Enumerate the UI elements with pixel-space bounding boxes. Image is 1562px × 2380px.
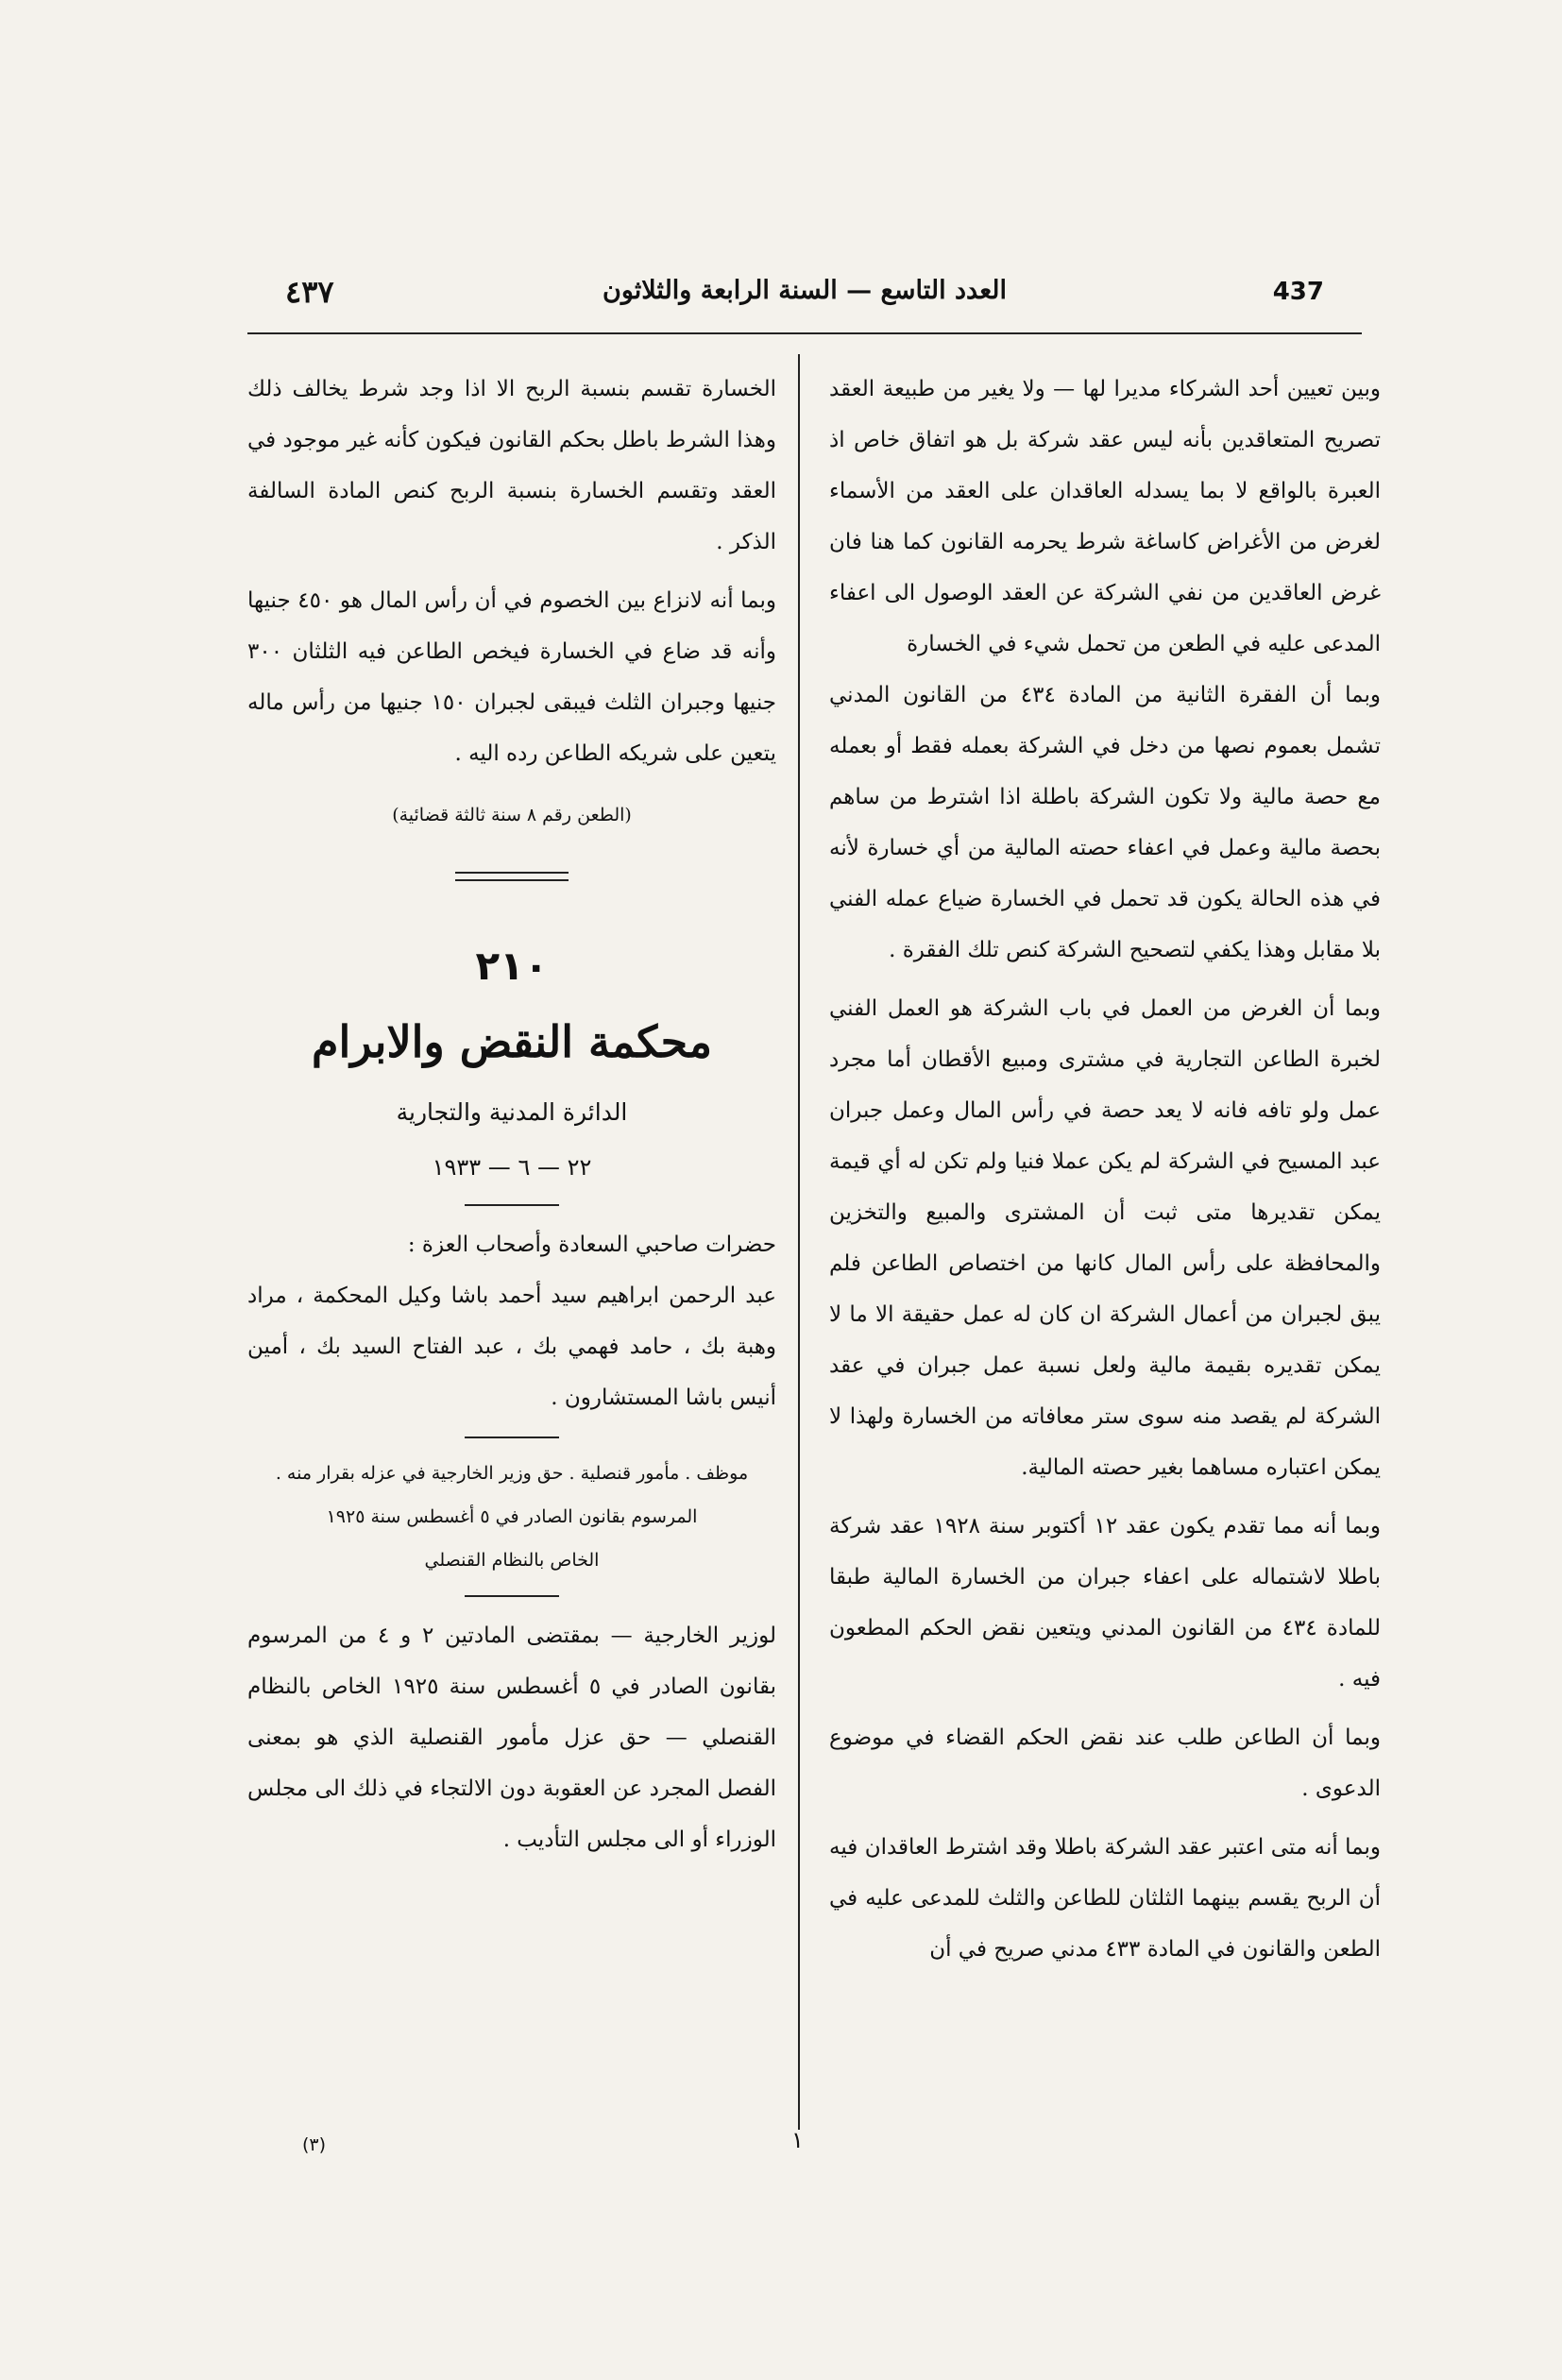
divider [465, 1595, 559, 1597]
signature-number: (٣) [302, 2134, 327, 2155]
section-separator [455, 872, 569, 881]
summary-paragraph: لوزير الخارجية — بمقتضى المادتين ٢ و ٤ من المرسوم بقانون الصادر في ٥ أغسطس سنة ١٩٢٥ الخاص بالنظام القنصلي — حق عزل مأمور القنصلية الذي هو بمعنى الفصل المجرد عن العقوبة دون الالتجاء في ذلك الى مجلس الوزراء أو الى مجلس التأديب . [247, 1624, 777, 1852]
page-header [247, 274, 1362, 317]
divider [465, 1436, 559, 1438]
court-name: محكمة النقض والابرام [312, 1016, 712, 1067]
header-divider [247, 332, 1362, 334]
page-number-latin: 437 [1272, 278, 1324, 306]
paragraph: وبما أن الفقرة الثانية من المادة ٤٣٤ من القانون المدني تشمل بعموم نصها من دخل في الشركة بعمله فقط أو بعمله مع حصة مالية ولا تكون الشركة باطلة اذا اشترط من ساهم بحصة مالية وعمل في اعفاء حصته المالية من أي خسارة لأنه في هذه الحالة يكون قد تحمل في الخسارة ضياع عمله الفني بلا مقابل وهذا يكفي لتصحيح الشركة كنص تلك الفقرة . [829, 683, 1381, 962]
divider [465, 1204, 559, 1206]
running-title: العدد التاسع — السنة الرابعة والثلاثون [603, 276, 1007, 305]
case-citation: (الطعن رقم ٨ سنة ثالثة قضائية) [392, 805, 632, 825]
paragraph: وبين تعيين أحد الشركاء مديرا لها — ولا يغير من طبيعة العقد تصريح المتعاقدين بأنه ليس عقد شركة بل هو اتفاق خاص اذ العبرة بالواقع لا بما يسدله العاقدان على العقد من الأسماء لغرض من الأغراض كاساغة شرط يحرمه القانون كما هنا فان غرض العاقدين من نفي الشركة عن العقد الوصول الى اعفاء المدعى عليه في الطعن من تحمل شيء في الخسارة [829, 377, 1381, 656]
panel-members: عبد الرحمن ابراهيم سيد أحمد باشا وكيل المحكمة ، مراد وهبة بك ، حامد فهمي بك ، عبد الفتاح السيد بك ، أمين أنيس باشا المستشارون . [247, 1284, 776, 1410]
paragraph: وبما أنه متى اعتبر عقد الشركة باطلا وقد اشترط العاقدان فيه أن الربح يقسم بينهما الثلثان للطاعن والثلث للمدعى عليه في الطعن والقانون في المادة ٤٣٣ مدني صريح في أن [829, 1835, 1381, 1962]
headnote-line: الخاص بالنظام القنصلي [424, 1550, 600, 1571]
left-column [247, 364, 776, 1865]
page-number-arabic: ٤٣٧ [285, 274, 334, 310]
right-column [829, 364, 1381, 1975]
panel-intro: حضرات صاحبي السعادة وأصحاب العزة : [407, 1232, 776, 1257]
paragraph: وبما أنه لانزاع بين الخصوم في أن رأس المال هو ٤٥٠ جنيها وأنه قد ضاع في الخسارة فيخص الطاعن فيه الثلثان ٣٠٠ جنيها وجبران الثلث فيبقى لجبران ١٥٠ جنيها من رأس ماله يتعين على شريكه الطاعن رده اليه . [247, 588, 776, 766]
headnote-line: موظف . مأمور قنصلية . حق وزير الخارجية في عزله بقرار منه . [275, 1463, 749, 1484]
paragraph: وبما أن الطاعن طلب عند نقض الحكم القضاء في موضوع الدعوى . [829, 1726, 1381, 1801]
case-number: ٢١٠ [475, 943, 549, 989]
paragraph: وبما أن الغرض من العمل في باب الشركة هو العمل الفني لخبرة الطاعن التجارية في مشترى ومبيع الأقطان أما مجرد عمل ولو تافه فانه لا يعد حصة في رأس المال وعمل جبران عبد المسيح في الشركة لم يكن عملا فنيا ولم تكن له أي قيمة يمكن تقديرها متى ثبت أن المشترى والمبيع والتخزين والمحافظة على رأس المال كانها من اختصاص الطاعن فلم يبق لجبران من أعمال الشركة ان كان له عمل حقيقة الا ما لا يمكن تقديره بقيمة مالية ولعل نسبة عمل جبران في عقد الشركة لم يقصد منه سوى ستر معافاته من الخسارة ولهذا لا يمكن اعتباره مساهما بغير حصته المالية. [829, 996, 1381, 1480]
paragraph: الخسارة تقسم بنسبة الربح الا اذا وجد شرط يخالف ذلك وهذا الشرط باطل بحكم القانون فيكون كأنه غير موجود في العقد وتقسم الخسارة بنسبة الربح كنص المادة السالفة الذكر . [247, 377, 776, 554]
court-circuit: الدائرة المدنية والتجارية [396, 1098, 628, 1126]
footer-mark: ١ [791, 2127, 804, 2153]
headnote-line: المرسوم بقانون الصادر في ٥ أغسطس سنة ١٩٢٥ [326, 1506, 698, 1527]
paragraph: وبما أنه مما تقدم يكون عقد ١٢ أكتوبر سنة ١٩٢٨ عقد شركة باطلا لاشتماله على اعفاء جبران من الخسارة المالية طبقا للمادة ٤٣٤ من القانون المدني ويتعين نقض الحكم المطعون فيه . [829, 1514, 1382, 1692]
column-divider [798, 354, 800, 2130]
judgment-date: ٢٢ — ٦ — ١٩٣٣ [432, 1154, 592, 1181]
